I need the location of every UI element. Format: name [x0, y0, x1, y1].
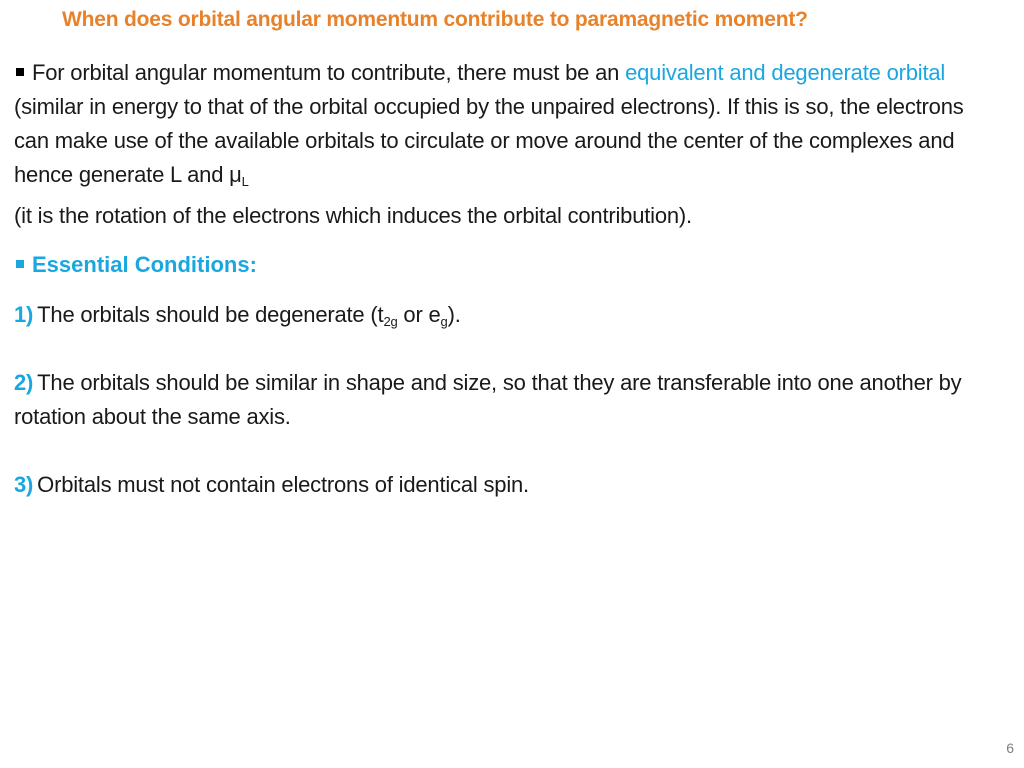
mu-symbol: μ	[229, 162, 242, 187]
condition-item	[14, 366, 1004, 434]
condition-number: 2)	[14, 370, 34, 395]
intro-text-end: (it is the rotation of the electrons which induces the orbital contribution).	[14, 203, 692, 228]
conditions-heading-text: Essential Conditions:	[32, 252, 257, 277]
condition-text: Orbitals must not contain electrons of identical spin.	[37, 472, 529, 497]
intro-paragraph	[14, 56, 1004, 233]
slide-title: When does orbital angular momentum contribute to paramagnetic moment?	[62, 8, 808, 31]
condition-text: The orbitals should be similar in shape and size, so that they are transferable into one another by rotation about the same axis.	[14, 370, 962, 429]
conditions-heading	[14, 252, 257, 278]
condition-subscript: g	[440, 314, 448, 329]
intro-text-after: (similar in energy to that of the orbital occupied by the unpaired electrons). If this is so, the electrons can make use of the available orbitals to circulate or move around the center of the complexes and hence generate L and	[14, 94, 964, 187]
condition-text: or e	[397, 302, 441, 327]
condition-item	[14, 298, 1004, 339]
square-bullet-icon	[16, 260, 24, 268]
condition-number: 1)	[14, 302, 34, 327]
mu-l-symbol	[229, 162, 249, 187]
intro-highlight: equivalent and degenerate orbital	[625, 60, 946, 85]
condition-subscript: 2g	[383, 314, 398, 329]
condition-text: ).	[447, 302, 461, 327]
condition-item	[14, 468, 1004, 502]
intro-text-before: For orbital angular momentum to contribute, there must be an	[32, 60, 626, 85]
condition-number: 3)	[14, 472, 34, 497]
square-bullet-icon	[16, 68, 24, 76]
condition-text: The orbitals should be degenerate (t	[37, 302, 384, 327]
mu-subscript: L	[241, 174, 249, 189]
page-number: 6	[1006, 740, 1014, 756]
